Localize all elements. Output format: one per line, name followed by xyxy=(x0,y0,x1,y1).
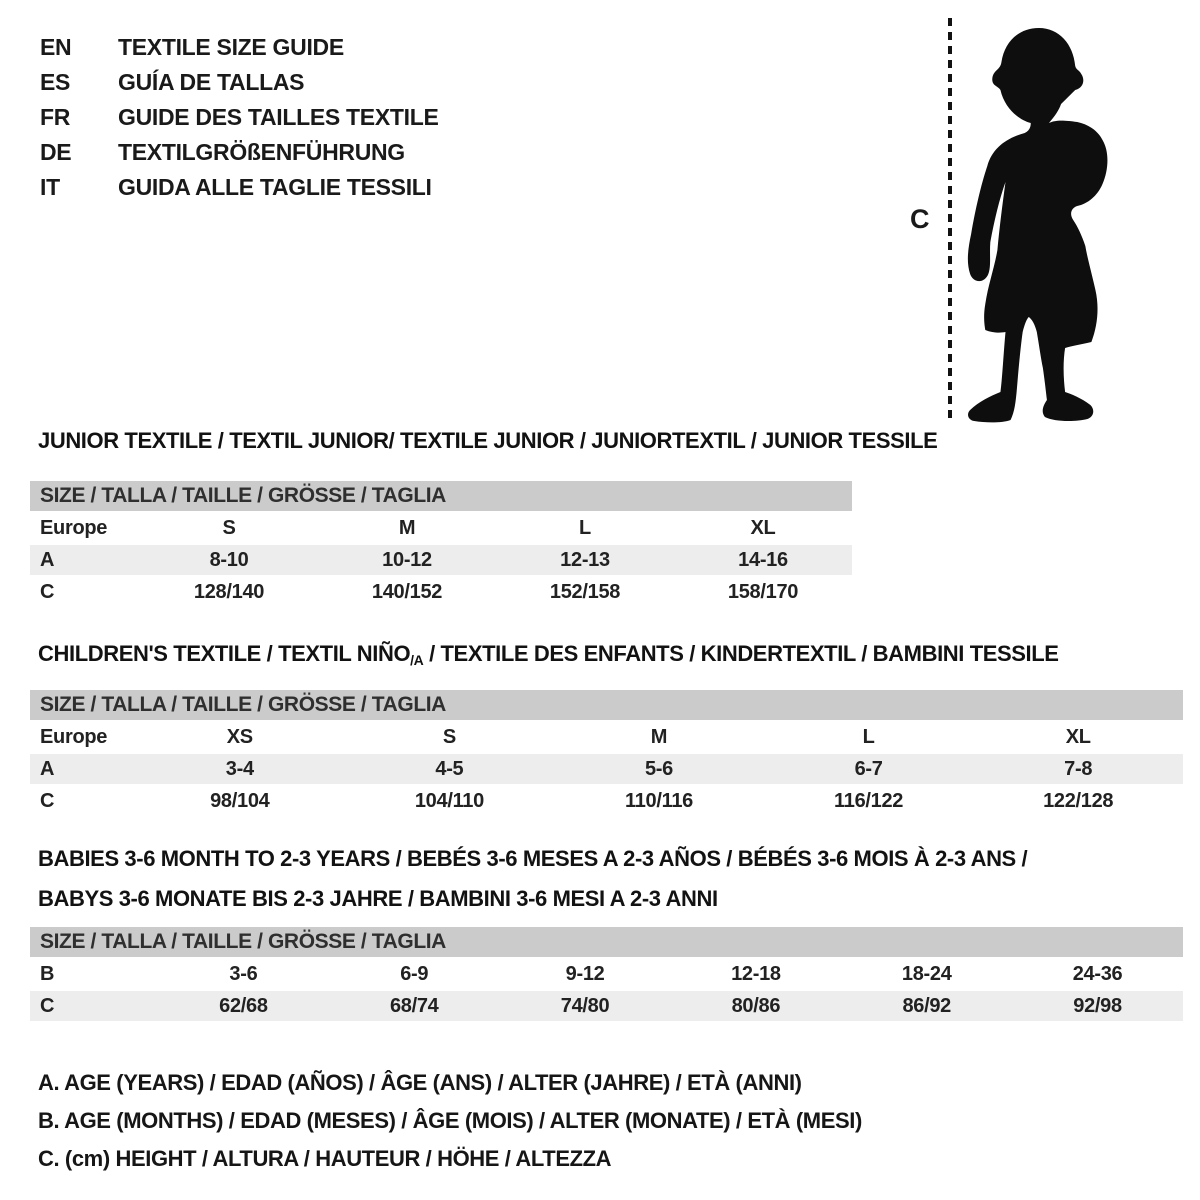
height-cell: 98/104 xyxy=(210,789,270,812)
children-section-title xyxy=(38,641,1059,668)
months-cell: 18-24 xyxy=(901,962,952,985)
months-cell: 6-9 xyxy=(400,962,429,985)
size-header-bar: SIZE / TALLA / TAILLE / GRÖSSE / TAGLIA xyxy=(30,690,1183,720)
height-cell: 86/92 xyxy=(902,994,951,1017)
language-code: DE xyxy=(40,139,72,165)
language-title-block xyxy=(40,30,439,205)
height-cell: 140/152 xyxy=(371,580,443,603)
children-title-subscript: /A xyxy=(410,652,424,668)
height-dashed-line xyxy=(948,18,952,420)
row-label: A xyxy=(40,757,55,780)
height-cell: 68/74 xyxy=(389,994,439,1017)
junior-size-table xyxy=(30,481,852,607)
height-measure-label: C xyxy=(910,204,930,234)
babies-section-title-line2: BABYS 3-6 MONATE BIS 2-3 JAHRE / BAMBINI 3-6 MESI A 2-3 ANNI xyxy=(38,886,718,911)
size-cell: L xyxy=(862,725,875,748)
size-cell: L xyxy=(579,516,591,539)
language-code: IT xyxy=(40,174,60,200)
language-row-en xyxy=(40,30,439,65)
size-header-bar: SIZE / TALLA / TAILLE / GRÖSSE / TAGLIA xyxy=(30,927,1183,957)
language-row-fr xyxy=(40,100,439,135)
height-cell: 116/122 xyxy=(834,789,904,812)
age-cell: 10-12 xyxy=(382,548,432,571)
height-cell: 158/170 xyxy=(727,580,799,603)
children-title-part2: / TEXTILE DES ENFANTS / KINDERTEXTIL / BAMBINI TESSILE xyxy=(423,641,1059,666)
row-label: C xyxy=(40,580,55,603)
size-cell: XL xyxy=(1065,725,1091,748)
guide-title-en: TEXTILE SIZE GUIDE xyxy=(118,34,344,60)
row-label: C xyxy=(40,994,55,1017)
legend-height-cm: C. (cm) HEIGHT / ALTURA / HAUTEUR / HÖHE / ALTEZZA xyxy=(38,1146,612,1171)
height-cell: 104/110 xyxy=(414,789,484,812)
height-cell: 152/158 xyxy=(549,580,621,603)
table-row-months xyxy=(30,959,1183,989)
language-code: EN xyxy=(40,34,72,60)
language-row-es xyxy=(40,65,439,100)
guide-title-it: GUIDA ALLE TAGLIE TESSILI xyxy=(118,174,432,200)
height-cell: 128/140 xyxy=(193,580,265,603)
babies-size-table xyxy=(30,927,1183,1021)
guide-title-fr: GUIDE DES TAILLES TEXTILE xyxy=(118,104,439,130)
toddler-silhouette-icon xyxy=(958,24,1150,424)
height-cell: 92/98 xyxy=(1073,994,1122,1017)
age-cell: 8-10 xyxy=(209,548,249,571)
size-cell: XS xyxy=(226,725,253,748)
language-code: FR xyxy=(40,104,71,130)
months-cell: 12-18 xyxy=(731,962,781,985)
row-label: B xyxy=(40,962,55,985)
height-cell: 110/116 xyxy=(624,789,693,812)
table-row-height xyxy=(30,786,1183,816)
age-cell: 14-16 xyxy=(738,548,788,571)
legend-age-months: B. AGE (MONTHS) / EDAD (MESES) / ÂGE (MOIS) / ALTER (MONATE) / ETÀ (MESI) xyxy=(38,1108,862,1133)
age-cell: 6-7 xyxy=(854,757,883,780)
size-cell: S xyxy=(442,725,456,748)
height-cell: 74/80 xyxy=(560,994,610,1017)
table-row-europe xyxy=(30,513,852,543)
guide-title-es: GUÍA DE TALLAS xyxy=(118,69,305,95)
children-title-part1: CHILDREN'S TEXTILE / TEXTIL NIÑO xyxy=(38,641,411,666)
row-label: C xyxy=(40,789,55,812)
row-label: Europe xyxy=(40,725,108,748)
children-size-table xyxy=(30,690,1183,816)
age-cell: 12-13 xyxy=(560,548,610,571)
age-cell: 5-6 xyxy=(644,757,673,780)
months-cell: 24-36 xyxy=(1072,962,1123,985)
row-label: Europe xyxy=(40,516,108,539)
size-cell: S xyxy=(222,516,236,539)
language-row-de xyxy=(40,135,439,170)
babies-section-title-line1: BABIES 3-6 MONTH TO 2-3 YEARS / BEBÉS 3-6 MESES A 2-3 AÑOS / BÉBÉS 3-6 MOIS À 2-3 ANS / xyxy=(38,846,1028,871)
height-cell: 80/86 xyxy=(731,994,781,1017)
size-cell: M xyxy=(650,725,668,748)
table-row-europe xyxy=(30,722,1183,752)
months-cell: 3-6 xyxy=(229,962,258,985)
age-cell: 3-4 xyxy=(225,757,254,780)
row-label: A xyxy=(40,548,55,571)
age-cell: 7-8 xyxy=(1064,757,1093,780)
language-row-it xyxy=(40,170,439,205)
height-cell: 62/68 xyxy=(219,994,268,1017)
guide-title-de: TEXTILGRÖßENFÜHRUNG xyxy=(118,139,405,165)
table-row-age xyxy=(30,754,1183,784)
months-cell: 9-12 xyxy=(565,962,605,985)
legend-age-years: A. AGE (YEARS) / EDAD (AÑOS) / ÂGE (ANS) / ALTER (JAHRE) / ETÀ (ANNI) xyxy=(38,1070,802,1095)
height-cell: 122/128 xyxy=(1043,789,1114,812)
size-header-bar: SIZE / TALLA / TAILLE / GRÖSSE / TAGLIA xyxy=(30,481,852,511)
table-row-height xyxy=(30,991,1183,1021)
table-row-height xyxy=(30,577,852,607)
size-cell: M xyxy=(398,516,416,539)
junior-section-title: JUNIOR TEXTILE / TEXTIL JUNIOR/ TEXTILE JUNIOR / JUNIORTEXTIL / JUNIOR TESSILE xyxy=(38,428,938,453)
age-cell: 4-5 xyxy=(435,757,464,780)
table-row-age xyxy=(30,545,852,575)
language-code: ES xyxy=(40,69,71,95)
size-cell: XL xyxy=(750,516,776,539)
